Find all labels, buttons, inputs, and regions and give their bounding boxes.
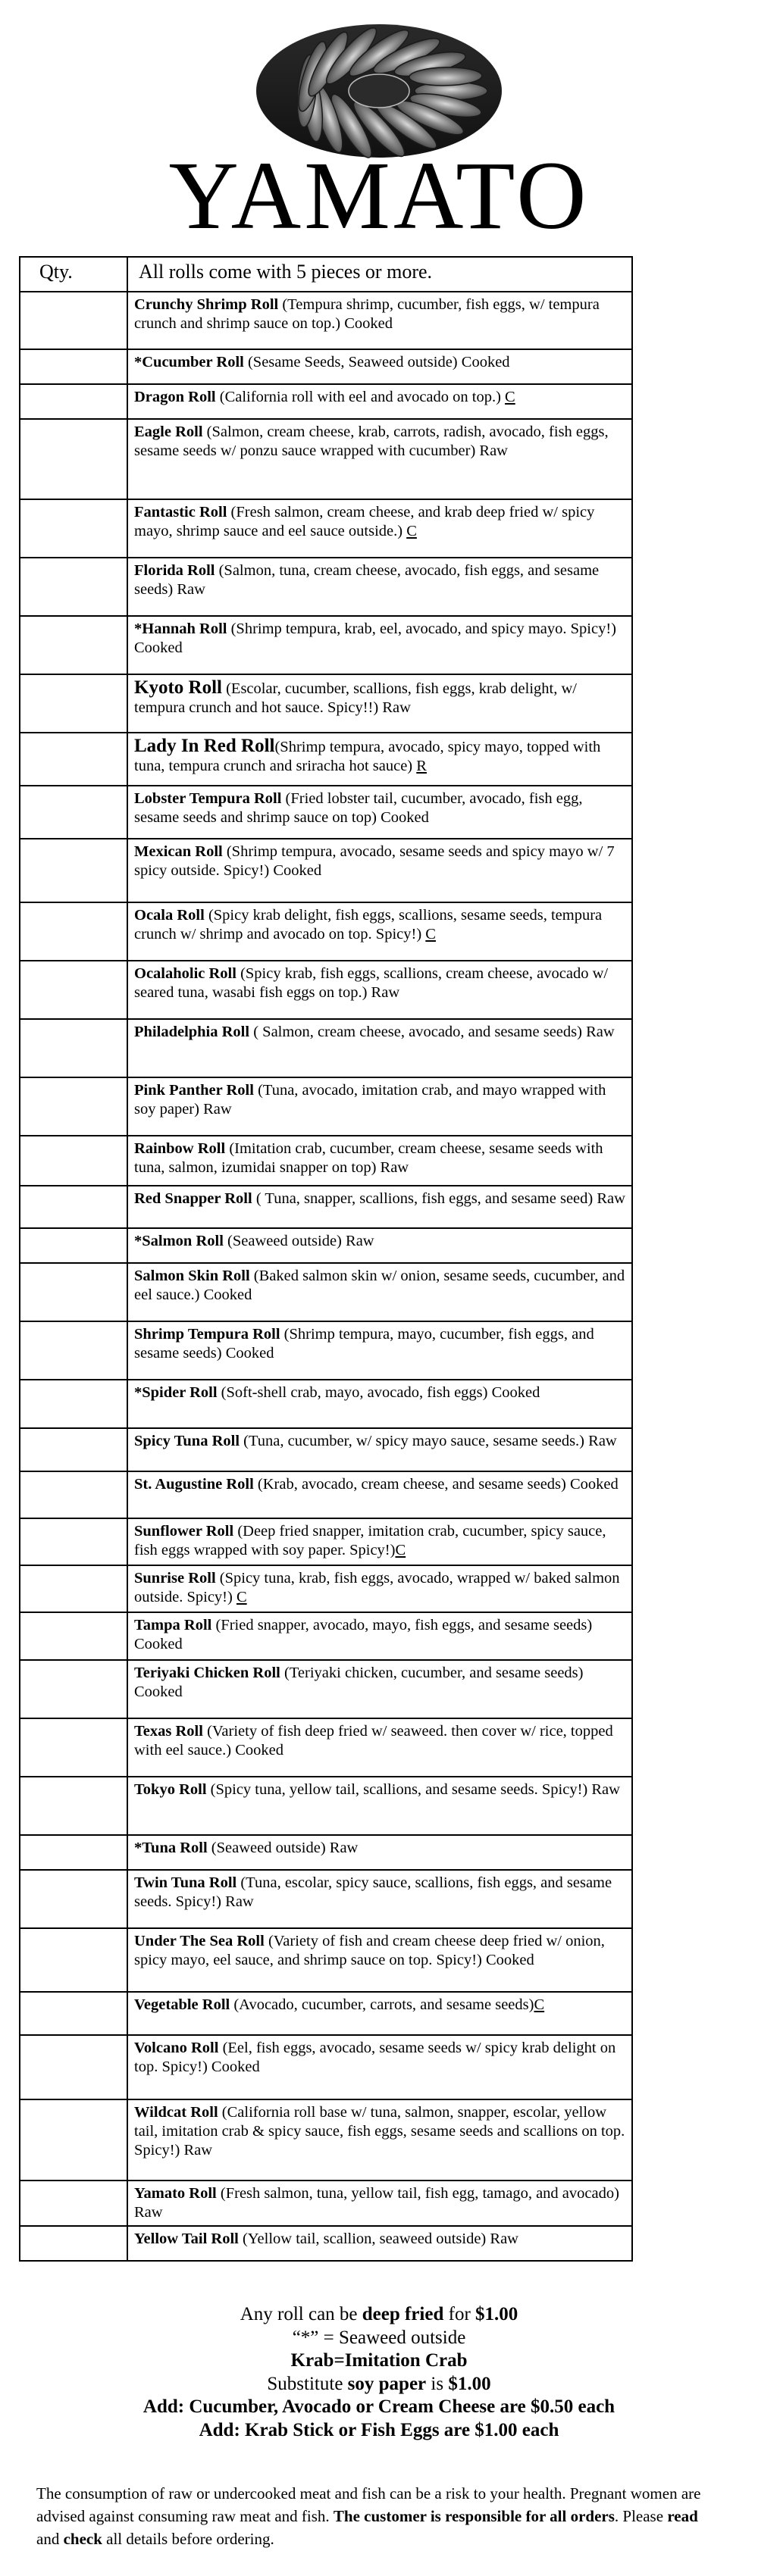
qty-cell[interactable] — [20, 1928, 127, 1992]
health-disclaimer: The consumption of raw or undercooked meat and fish can be a risk to your health. Pregnant women are advised against consuming raw meat and fish. The customer is responsible for all orders. Please read and check all details before ordering. — [36, 2484, 701, 2548]
roll-ingredients: (Tuna, escolar, spicy sauce, scallions, fish eggs, and sesame seeds. Spicy!) — [134, 1874, 612, 1910]
roll-name: Twin Tuna Roll — [134, 1874, 237, 1891]
item-description-cell — [127, 2226, 632, 2261]
roll-ingredients: (Baked salmon skin w/ onion, sesame seeds, cucumber, and eel sauce.) — [134, 1268, 625, 1303]
roll-ingredients: ( Salmon, cream cheese, avocado, and sesame seeds) — [249, 1024, 587, 1040]
qty-cell[interactable] — [20, 1263, 127, 1321]
roll-name: Volcano Roll — [134, 2040, 219, 2056]
cooked-raw-indicator: C — [406, 523, 417, 539]
roll-ingredients: (Spicy tuna, yellow tail, scallions, and sesame seeds. Spicy!) — [206, 1781, 592, 1798]
item-description-cell — [127, 1835, 632, 1870]
roll-name: Rainbow Roll — [134, 1140, 226, 1157]
roll-ingredients: (California roll base w/ tuna, salmon, snapper, escolar, yellow tail, imitation crab & spicy sauce, fish eggs, sesame seeds and scallions on top. Spicy!) — [134, 2104, 625, 2159]
roll-name: Lady In Red Roll — [134, 736, 275, 756]
item-description-cell — [127, 1565, 632, 1612]
menu-item-row — [20, 499, 632, 558]
item-description-cell — [127, 1321, 632, 1380]
item-description-cell — [127, 616, 632, 674]
cooked-raw-indicator: Cooked — [485, 1952, 534, 1968]
roll-ingredients: (Krab, avocado, cream cheese, and sesame seeds) — [253, 1476, 570, 1493]
menu-item-row — [20, 558, 632, 616]
roll-ingredients: (Tuna, avocado, imitation crab, and mayo wrapped with soy paper) — [134, 1082, 606, 1118]
item-description-cell — [127, 1471, 632, 1518]
item-description-cell — [127, 1428, 632, 1471]
roll-name: Crunchy Shrimp Roll — [134, 296, 279, 313]
cooked-raw-indicator: C — [505, 389, 515, 405]
qty-cell[interactable] — [20, 674, 127, 733]
menu-item-row — [20, 839, 632, 902]
menu-item-row — [20, 1077, 632, 1136]
roll-ingredients: (California roll with eel and avocado on top.) — [215, 389, 506, 405]
roll-name: *Cucumber Roll — [134, 354, 244, 370]
item-description-cell — [127, 839, 632, 902]
qty-cell[interactable] — [20, 1992, 127, 2035]
roll-ingredients: (Seaweed outside) — [207, 1840, 330, 1856]
qty-column-header: Qty. — [20, 257, 127, 292]
roll-ingredients: (Fried snapper, avocado, mayo, fish eggs, and sesame seeds) — [211, 1617, 593, 1633]
menu-item-row — [20, 1428, 632, 1471]
cooked-raw-indicator: Raw — [586, 1024, 615, 1040]
menu-item-row — [20, 1263, 632, 1321]
qty-cell[interactable] — [20, 384, 127, 419]
qty-cell[interactable] — [20, 1718, 127, 1777]
item-description-cell — [127, 2181, 632, 2226]
cooked-raw-indicator: Cooked — [273, 862, 322, 879]
menu-item-row — [20, 1471, 632, 1518]
krab-legend: Krab=Imitation Crab — [290, 2350, 468, 2371]
qty-cell[interactable] — [20, 902, 127, 961]
roll-ingredients: (Spicy tuna, krab, fish eggs, avocado, wrapped w/ baked salmon outside. Spicy!) — [134, 1570, 620, 1605]
menu-item-row — [20, 733, 632, 786]
cooked-raw-indicator: Raw — [177, 581, 205, 598]
roll-ingredients: (Spicy krab, fish eggs, scallions, cream cheese, avocado w/ seared tuna, wasabi fish eggs on top.) — [134, 965, 609, 1001]
roll-ingredients: (Teriyaki chicken, cucumber, and sesame seeds) — [280, 1665, 584, 1681]
table-header-row — [20, 257, 632, 292]
menu-item-row — [20, 902, 632, 961]
item-description-cell — [127, 1777, 632, 1835]
menu-item-row — [20, 1019, 632, 1077]
qty-cell[interactable] — [20, 292, 127, 349]
roll-name: Red Snapper Roll — [134, 1190, 252, 1207]
cooked-raw-indicator: Raw — [380, 1159, 409, 1176]
qty-cell[interactable] — [20, 1019, 127, 1077]
qty-cell[interactable] — [20, 733, 127, 786]
roll-ingredients: (Variety of fish and cream cheese deep fried w/ onion, spicy mayo, eel sauce, and shrimp sauce on top. Spicy!) — [134, 1933, 605, 1968]
cooked-raw-indicator: Cooked — [381, 809, 429, 826]
roll-name: Vegetable Roll — [134, 1996, 230, 2013]
roll-name: Sunrise Roll — [134, 1570, 216, 1587]
roll-ingredients: (Deep fried snapper, imitation crab, cucumber, spicy sauce, fish eggs wrapped with soy paper. Spicy!) — [134, 1523, 606, 1558]
soy-paper-note: Substitute soy paper is $1.00 — [267, 2373, 491, 2394]
roll-ingredients: (Fried lobster tail, cucumber, avocado, fish egg, sesame seeds and shrimp sauce on top) — [134, 790, 583, 826]
qty-cell[interactable] — [20, 2035, 127, 2099]
item-description-cell — [127, 1228, 632, 1263]
roll-name: Shrimp Tempura Roll — [134, 1326, 280, 1343]
roll-ingredients: (Avocado, cucumber, carrots, and sesame seeds) — [230, 1996, 534, 2013]
roll-name: Kyoto Roll — [134, 677, 222, 698]
qty-cell[interactable] — [20, 1228, 127, 1263]
menu-item-row — [20, 616, 632, 674]
cooked-raw-indicator: Raw — [346, 1233, 374, 1249]
item-description-cell — [127, 292, 632, 349]
menu-table — [19, 256, 633, 2262]
menu-item-row — [20, 1835, 632, 1870]
roll-name: Dragon Roll — [134, 389, 216, 405]
roll-name: Spicy Tuna Roll — [134, 1433, 240, 1449]
item-description-cell — [127, 1380, 632, 1428]
yamato-logo-emblem — [254, 23, 504, 159]
roll-name: Florida Roll — [134, 562, 215, 579]
roll-name: Texas Roll — [134, 1723, 203, 1740]
roll-name: Yellow Tail Roll — [134, 2231, 239, 2247]
cooked-raw-indicator: Cooked — [569, 1476, 619, 1493]
item-description-cell — [127, 349, 632, 384]
menu-item-row — [20, 1321, 632, 1380]
qty-cell[interactable] — [20, 1612, 127, 1660]
cooked-raw-indicator: Cooked — [134, 639, 183, 656]
roll-ingredients: (Eel, fish eggs, avocado, sesame seeds w/ spicy krab delight on top. Spicy!) — [134, 2040, 616, 2075]
menu-item-row — [20, 1612, 632, 1660]
qty-cell[interactable] — [20, 349, 127, 384]
deep-fried-note: Any roll can be deep fried for $1.00 — [240, 2304, 518, 2324]
roll-ingredients: (Tuna, cucumber, w/ spicy mayo sauce, sesame seeds.) — [240, 1433, 589, 1449]
roll-ingredients: (Shrimp tempura, avocado, spicy mayo, topped with tuna, tempura crunch and sriracha hot sauce) — [134, 739, 601, 774]
cooked-raw-indicator: Raw — [597, 1190, 625, 1207]
cooked-raw-indicator: Cooked — [235, 1742, 283, 1758]
item-description-cell — [127, 1263, 632, 1321]
menu-item-row — [20, 2035, 632, 2099]
menu-item-row — [20, 2181, 632, 2226]
qty-cell[interactable] — [20, 1186, 127, 1228]
qty-cell[interactable] — [20, 1565, 127, 1612]
item-description-cell — [127, 1928, 632, 1992]
item-description-cell — [127, 1718, 632, 1777]
qty-cell[interactable] — [20, 1660, 127, 1718]
menu-item-row — [20, 1518, 632, 1565]
qty-cell[interactable] — [20, 1777, 127, 1835]
menu-item-row — [20, 1992, 632, 2035]
roll-name: *Salmon Roll — [134, 1233, 224, 1249]
item-description-cell — [127, 1992, 632, 2035]
item-description-cell — [127, 499, 632, 558]
roll-ingredients: (Salmon, tuna, cream cheese, avocado, fish eggs, and sesame seeds) — [134, 562, 600, 598]
menu-item-row — [20, 1565, 632, 1612]
menu-item-row — [20, 1380, 632, 1428]
menu-item-row — [20, 1928, 632, 1992]
qty-cell[interactable] — [20, 786, 127, 839]
cooked-raw-indicator: C — [395, 1542, 406, 1558]
roll-ingredients: (Shrimp tempura, avocado, sesame seeds and spicy mayo w/ 7 spicy outside. Spicy!) — [134, 843, 615, 879]
roll-ingredients: (Seaweed outside) — [223, 1233, 346, 1249]
qty-cell[interactable] — [20, 1835, 127, 1870]
item-description-cell — [127, 786, 632, 839]
item-description-cell — [127, 1186, 632, 1228]
roll-ingredients: (Escolar, cucumber, scallions, fish eggs, krab delight, w/ tempura crunch and hot sauce. Spicy!!) — [134, 680, 577, 716]
qty-cell[interactable] — [20, 1870, 127, 1928]
item-description-cell — [127, 961, 632, 1019]
qty-cell[interactable] — [20, 499, 127, 558]
cooked-raw-indicator: Cooked — [344, 315, 393, 332]
seaweed-legend: “*” = Seaweed outside — [292, 2327, 466, 2348]
cooked-raw-indicator: Cooked — [225, 1345, 274, 1361]
item-description-cell — [127, 902, 632, 961]
roll-ingredients: (Shrimp tempura, mayo, cucumber, fish eggs, and sesame seeds) — [134, 1326, 594, 1361]
roll-name: Fantastic Roll — [134, 504, 227, 521]
menu-item-row — [20, 384, 632, 419]
cooked-raw-indicator: Raw — [591, 1781, 620, 1798]
qty-cell[interactable] — [20, 2099, 127, 2181]
menu-item-row — [20, 1718, 632, 1777]
cooked-raw-indicator: R — [416, 758, 427, 774]
roll-ingredients: (Variety of fish deep fried w/ seaweed. then cover w/ rice, topped with eel sauce.) — [134, 1723, 613, 1758]
item-description-cell — [127, 1870, 632, 1928]
roll-name: Yamato Roll — [134, 2185, 217, 2202]
item-description-cell — [127, 1660, 632, 1718]
roll-ingredients: (Spicy krab delight, fish eggs, scallions, sesame seeds, tempura crunch w/ shrimp and avocado on top. Spicy!) — [134, 907, 603, 943]
qty-cell[interactable] — [20, 1321, 127, 1380]
cooked-raw-indicator: Raw — [203, 1101, 232, 1118]
roll-name: Lobster Tempura Roll — [134, 790, 282, 807]
roll-ingredients: (Soft-shell crab, mayo, avocado, fish eggs) — [217, 1384, 492, 1401]
roll-ingredients: (Salmon, cream cheese, krab, carrots, radish, avocado, fish eggs, sesame seeds w/ ponzu sauce wrapped with cucumber) — [134, 424, 609, 459]
qty-cell[interactable] — [20, 1136, 127, 1186]
roll-name: Mexican Roll — [134, 843, 223, 860]
cooked-raw-indicator: Cooked — [211, 2059, 260, 2075]
qty-cell[interactable] — [20, 558, 127, 616]
roll-name: Ocala Roll — [134, 907, 205, 924]
menu-item-row — [20, 1777, 632, 1835]
roll-ingredients: (Yellow tail, scallion, seaweed outside) — [238, 2231, 490, 2247]
cooked-raw-indicator: Cooked — [134, 1683, 183, 1700]
roll-ingredients: (Fresh salmon, cream cheese, and krab deep fried w/ spicy mayo, shrimp sauce and eel sauce outside.) — [134, 504, 595, 539]
roll-name: *Tuna Roll — [134, 1840, 208, 1856]
cooked-raw-indicator: C — [425, 926, 436, 943]
menu-item-row — [20, 1228, 632, 1263]
roll-name: Pink Panther Roll — [134, 1082, 254, 1099]
roll-name: Under The Sea Roll — [134, 1933, 265, 1949]
menu-item-row — [20, 2099, 632, 2181]
roll-name: Eagle Roll — [134, 424, 203, 440]
roll-ingredients: (Fresh salmon, tuna, yellow tail, fish egg, tamago, and avocado) — [216, 2185, 619, 2202]
roll-name: Salmon Skin Roll — [134, 1268, 250, 1284]
qty-cell[interactable] — [20, 839, 127, 902]
roll-name: Sunflower Roll — [134, 1523, 234, 1540]
roll-ingredients: (Tempura shrimp, cucumber, fish eggs, w/ tempura crunch and shrimp sauce on top.) — [134, 296, 600, 332]
menu-item-row — [20, 1186, 632, 1228]
roll-ingredients: (Shrimp tempura, krab, eel, avocado, and spicy mayo. Spicy!) — [227, 621, 616, 637]
menu-item-row — [20, 1136, 632, 1186]
item-description-cell — [127, 1518, 632, 1565]
menu-item-row — [20, 292, 632, 349]
item-description-cell — [127, 2099, 632, 2181]
roll-name: Ocalaholic Roll — [134, 965, 236, 982]
qty-cell[interactable] — [20, 1518, 127, 1565]
roll-ingredients: (Imitation crab, cucumber, cream cheese, sesame seeds with tuna, salmon, izumidai snapper on top) — [134, 1140, 603, 1176]
roll-ingredients: ( Tuna, snapper, scallions, fish eggs, and sesame seed) — [252, 1190, 597, 1207]
qty-cell[interactable] — [20, 961, 127, 1019]
menu-item-row — [20, 349, 632, 384]
cooked-raw-indicator: Cooked — [203, 1286, 252, 1303]
cooked-raw-indicator: Cooked — [491, 1384, 540, 1401]
menu-item-row — [20, 961, 632, 1019]
item-description-cell — [127, 419, 632, 499]
menu-footer — [0, 2303, 758, 2442]
item-description-cell — [127, 1077, 632, 1136]
cooked-raw-indicator: Raw — [588, 1433, 617, 1449]
item-description-cell — [127, 384, 632, 419]
menu-item-row — [20, 674, 632, 733]
item-description-cell — [127, 2035, 632, 2099]
roll-name: St. Augustine Roll — [134, 1476, 254, 1493]
cooked-raw-indicator: Raw — [134, 2204, 163, 2221]
roll-name: Wildcat Roll — [134, 2104, 218, 2121]
item-description-cell — [127, 1612, 632, 1660]
menu-item-row — [20, 1660, 632, 1718]
cooked-raw-indicator: Raw — [479, 442, 508, 459]
item-description-cell — [127, 558, 632, 616]
roll-name: Teriyaki Chicken Roll — [134, 1665, 280, 1681]
menu-item-row — [20, 419, 632, 499]
qty-cell[interactable] — [20, 616, 127, 674]
pieces-note-header: All rolls come with 5 pieces or more. — [127, 257, 632, 292]
cooked-raw-indicator: Raw — [183, 2142, 213, 2159]
cooked-raw-indicator: C — [534, 1996, 545, 2013]
cooked-raw-indicator: Raw — [382, 699, 411, 716]
qty-cell[interactable] — [20, 2226, 127, 2261]
restaurant-name: YAMATO — [168, 142, 590, 249]
item-description-cell — [127, 733, 632, 786]
item-description-cell — [127, 1136, 632, 1186]
menu-item-row — [20, 1870, 632, 1928]
qty-cell[interactable] — [20, 1428, 127, 1471]
qty-cell[interactable] — [20, 1077, 127, 1136]
qty-cell[interactable] — [20, 419, 127, 499]
cooked-raw-indicator: C — [236, 1589, 247, 1605]
roll-name: *Spider Roll — [134, 1384, 218, 1401]
qty-cell[interactable] — [20, 2181, 127, 2226]
cooked-raw-indicator: Cooked — [134, 1636, 183, 1652]
cooked-raw-indicator: Raw — [490, 2231, 518, 2247]
qty-cell[interactable] — [20, 1380, 127, 1428]
roll-ingredients: (Sesame Seeds, Seaweed outside) — [243, 354, 462, 370]
roll-name: Philadelphia Roll — [134, 1024, 250, 1040]
menu-item-row — [20, 786, 632, 839]
item-description-cell — [127, 1019, 632, 1077]
roll-name: Tokyo Roll — [134, 1781, 207, 1798]
roll-name: Tampa Roll — [134, 1617, 212, 1633]
add-ons-price-1: Add: Cucumber, Avocado or Cream Cheese are $0.50 each — [143, 2396, 615, 2417]
item-description-cell — [127, 674, 632, 733]
cooked-raw-indicator: Cooked — [461, 354, 510, 370]
cooked-raw-indicator: Raw — [371, 984, 400, 1001]
roll-name: *Hannah Roll — [134, 621, 227, 637]
qty-cell[interactable] — [20, 1471, 127, 1518]
cooked-raw-indicator: Raw — [329, 1840, 359, 1856]
add-ons-price-2: Add: Krab Stick or Fish Eggs are $1.00 each — [199, 2419, 559, 2440]
cooked-raw-indicator: Raw — [225, 1893, 254, 1910]
menu-item-row — [20, 2226, 632, 2261]
